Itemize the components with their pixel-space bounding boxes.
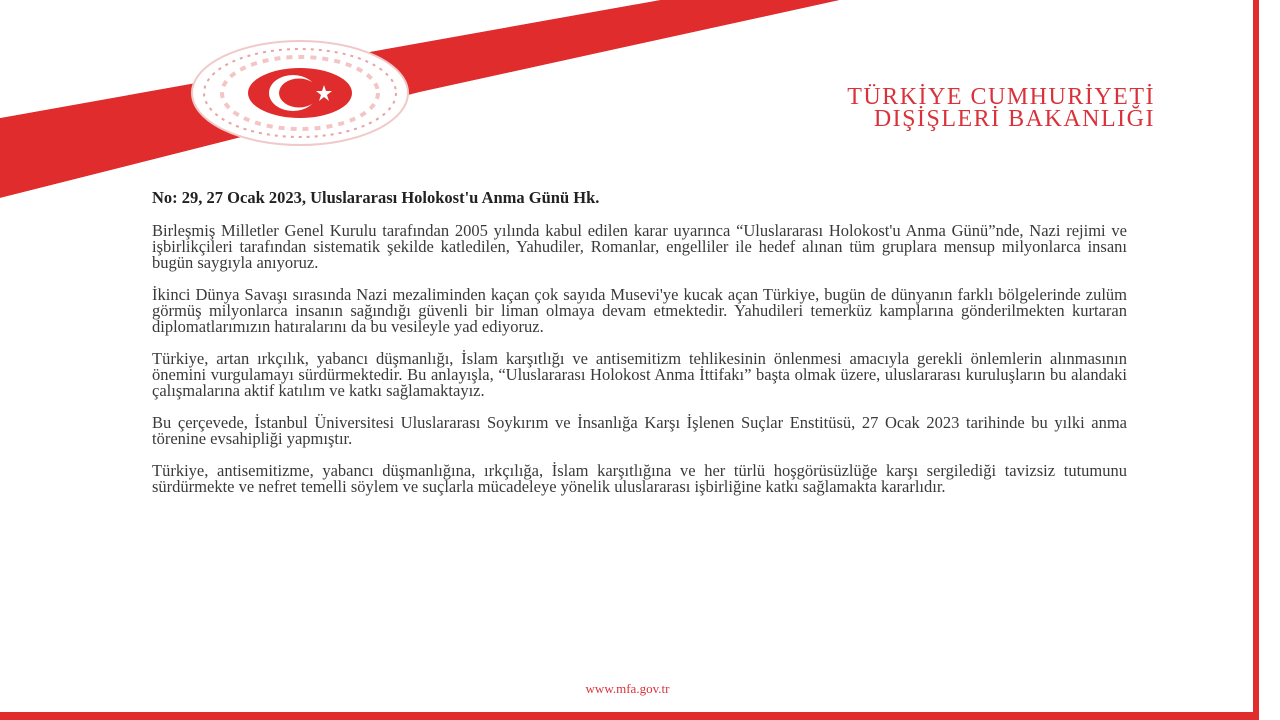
paragraph-5: Türkiye, antisemitizme, yabancı düşmanlığına, ırkçılığa, İslam karşıtlığına ve her türlü hoşgörüsüzlüğe karşı sergilediği tavizsiz tutumunu sürdürmekte ve nefret temelli söylem ve suçlarla mücadeleye yönelik uluslararası işbirliğine katkı sağlamakta kararlıdır. xyxy=(152,461,1127,496)
paragraph-4: Bu çerçevede, İstanbul Üniversitesi Uluslararası Soykırım ve İnsanlığa Karşı İşlenen Suçlar Enstitüsü, 27 Ocak 2023 tarihinde bu yılki anma törenine evsahipliği yapmıştır. xyxy=(152,413,1127,448)
paragraph-3: Türkiye, artan ırkçılık, yabancı düşmanlığı, İslam karşıtlığı ve antisemitizm tehlikesinin önlenmesi amacıyla gerekli önlemlerin alınmasının önemini vurgulamayı sürdürmektedir. Bu anlayışla, “Uluslararası Holokost Anma İttifakı” başta olmak üzere, uluslararası kuruluşların bu alandaki çalışmalarına aktif katılım ve katkı sağlamaktayız. xyxy=(152,349,1127,400)
ministry-name-line2: DIŞİŞLERİ BAKANLIĞI xyxy=(873,106,1155,132)
turkish-republic-seal-icon xyxy=(190,38,410,148)
paragraph-2: İkinci Dünya Savaşı sırasında Nazi mezaliminden kaçan çok sayıda Musevi'ye kucak açan Türkiye, bugün de dünyanın farklı bölgelerinde zulüm görmüş milyonlarca insanın sağındığı güvenli bir liman olmaya devam etmektedir. Yahudileri temerküz kamplarına gönderilmekten kurtaran diplomatlarımızın hatıralarını da bu vesileyle yad ediyoruz. xyxy=(152,285,1127,336)
right-border-rule xyxy=(1253,0,1259,720)
ministry-name-line1: TÜRKİYE CUMHURİYETİ xyxy=(847,84,1155,110)
paragraph-1: Birleşmiş Milletler Genel Kurulu tarafından 2005 yılında kabul edilen karar uyarınca “Uluslararası Holokost'u Anma Günü”nde, Nazi rejimi ve işbirlikçileri tarafından sistematik şekilde katledilen, Yahudiler, Romanlar, engelliler ile hedef alınan tüm gruplara mensup milyonlarca insanı bugün saygıyla anıyoruz. xyxy=(152,221,1127,272)
document-title: No: 29, 27 Ocak 2023, Uluslararası Holokost'u Anma Günü Hk. xyxy=(152,188,600,207)
ministry-name xyxy=(847,86,1155,130)
press-release-body xyxy=(152,190,1127,511)
bottom-border-rule xyxy=(0,712,1259,720)
footer-website-link[interactable]: www.mfa.gov.tr xyxy=(585,681,670,696)
